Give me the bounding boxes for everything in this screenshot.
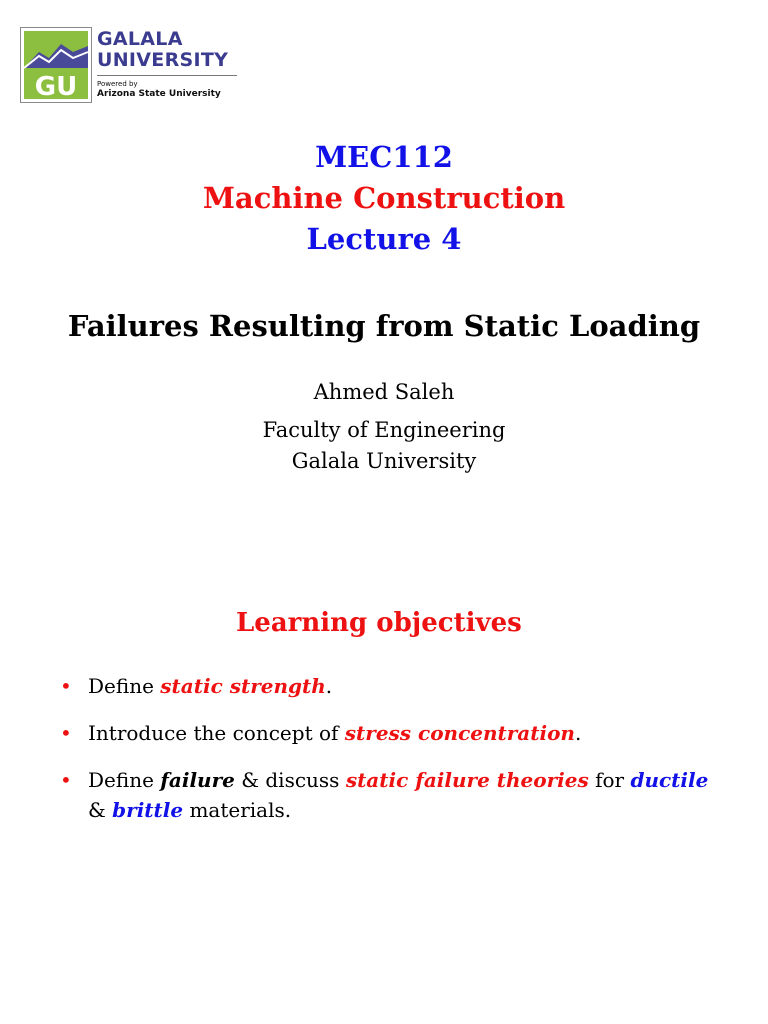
bullet-icon: • [60, 768, 72, 792]
bullet-icon: • [60, 674, 72, 698]
course-name: Machine Construction [202, 181, 566, 215]
author-name: Ahmed Saleh [313, 380, 455, 404]
list-item: • Define static strength. [60, 671, 720, 701]
logo-powered-by: Powered by [97, 80, 138, 88]
lecture-topic: Failures Resulting from Static Loading [67, 309, 701, 343]
logo-name-line1: GALALA [97, 28, 183, 50]
logo-mountain-icon [21, 28, 91, 102]
course-code: MEC112 [315, 140, 453, 174]
list-item: • Introduce the concept of stress concentration. [60, 718, 720, 748]
objectives-list [60, 671, 720, 842]
objectives-heading: Learning objectives [236, 608, 522, 638]
lecture-number: Lecture 4 [306, 222, 462, 256]
bullet-icon: • [60, 721, 72, 745]
author-university: Galala University [291, 449, 477, 473]
list-item: • Define failure & discuss static failure theories for ductile & brittle materials. [60, 765, 720, 825]
logo-name [97, 29, 228, 71]
author-faculty: Faculty of Engineering [262, 418, 506, 442]
logo-name-line2: UNIVERSITY [97, 49, 229, 71]
logo-emblem [20, 27, 92, 103]
logo-initials: GU [34, 72, 78, 102]
logo-partner: Arizona State University [97, 89, 221, 99]
logo-divider [97, 75, 237, 76]
university-logo [20, 27, 240, 105]
